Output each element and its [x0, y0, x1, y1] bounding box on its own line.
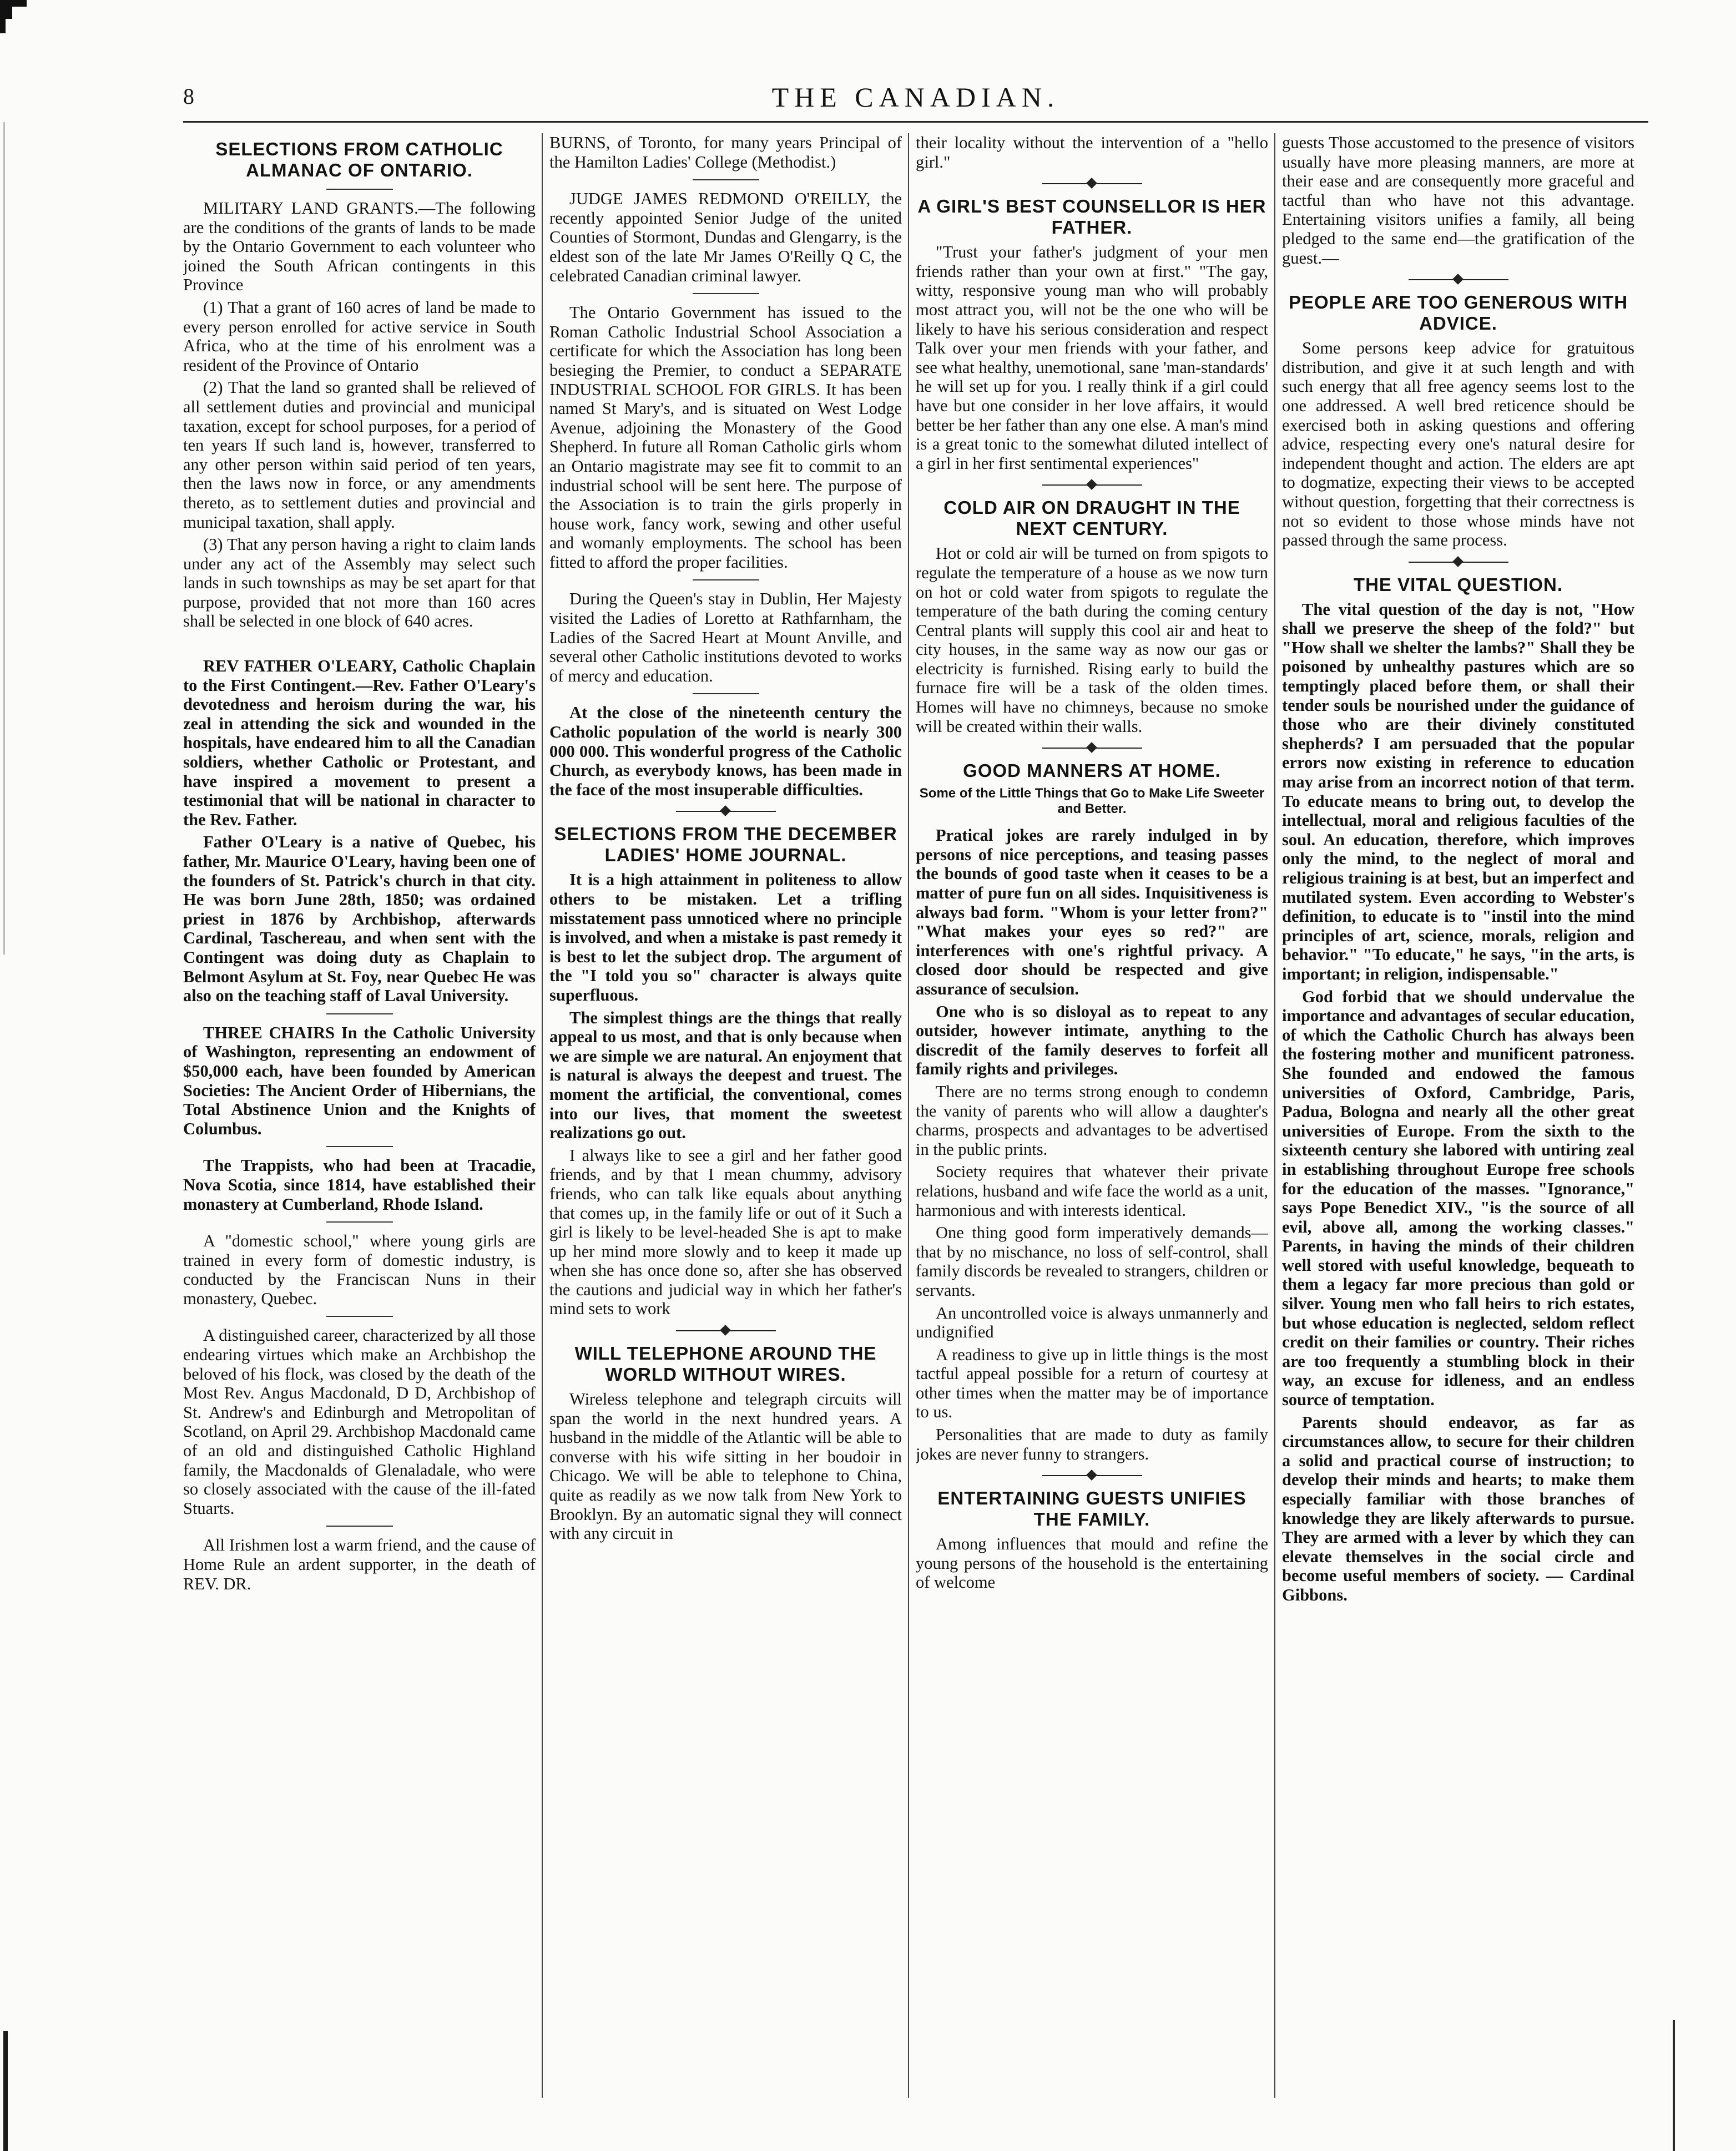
article-heading: THE VITAL QUESTION.	[1353, 574, 1563, 595]
ornament-divider	[1042, 481, 1142, 489]
article-paragraph: (2) That the land so granted shall be relieved of all settlement duties and provincial and municipal taxation, except for school purposes, for a period of ten years If such land is, however, transferred to any other person within said period of ten years, then the laws now in force, or any amendments thereto, as to settlement duties and provincial and municipal taxation, shall apply.	[183, 378, 536, 532]
header-rule	[183, 121, 1648, 123]
ornament-divider	[1409, 275, 1508, 284]
article-paragraph: (1) That a grant of 160 acres of land be made to every person enrolled for active service in South Africa, who at the time of his enrolment was a resident of the Province of Ontario	[183, 297, 536, 375]
article-paragraph: One who is so disloyal as to repeat to any outsider, however intimate, anything to the discredit of the family deserves to forfeit all family rights and privileges.	[916, 1002, 1268, 1079]
article-paragraph: BURNS, of Toronto, for many years Principal of the Hamilton Ladies' College (Methodist.)	[549, 133, 902, 171]
ornament-divider	[1042, 744, 1142, 753]
right-edge-bar	[1673, 2020, 1675, 2151]
section-divider	[326, 1221, 393, 1223]
article-heading: WILL TELEPHONE AROUND THE WORLD WITHOUT WIRES.	[574, 1343, 877, 1385]
corner-ink-mark	[0, 0, 33, 33]
article-heading: GOOD MANNERS AT HOME.	[963, 760, 1221, 781]
article-paragraph: REV FATHER O'LEARY, Catholic Chaplain to the First Contingent.—Rev. Father O'Leary's devotedness and heroism during the war, his zeal in attending the sick and wounded in the hospitals, have endeared him to all the Canadian soldiers, whether Catholic or Protestant, and have inspired a movement to present a testimonial that will be national in character to the Rev. Father.	[183, 657, 536, 829]
section-divider	[326, 189, 393, 190]
article-paragraph: I always like to see a girl and her father good friends, and by that I mean chummy, advisory friends, who can talk like equals about anything that comes up, in the family life or out of it Such a girl is likely to be level-headed She is apt to make up her mind more slowly and to keep it made up when she has once done so, after she has observed the cautions and judicial way in which her father's mind sets to work	[549, 1145, 902, 1319]
ornament-divider	[1042, 1471, 1142, 1480]
ornament-divider	[676, 807, 776, 816]
spacer	[183, 634, 536, 657]
section-divider	[693, 179, 759, 180]
ornament-divider	[1409, 558, 1508, 567]
article-paragraph: All Irishmen lost a warm friend, and the cause of Home Rule an ardent supporter, in the death of REV. DR.	[183, 1536, 536, 1593]
article-paragraph: The Ontario Government has issued to the Roman Catholic Industrial School Association a certificate for which the Association has long been besieging the Premier, to conduct a SEPARATE INDUSTRIAL SCHOOL FOR GIRLS. It has been named St Mary's, and is situated on West Lodge Avenue, adjoining the Monastery of the Good Shepherd. In future all Roman Catholic girls whom an Ontario magistrate may see fit to commit to an industrial school will be sent here. The purpose of the Association is to train the girls properly in house work, fancy work, sewing and other useful and womanly employments. The school has been fitted to afford the proper facilities.	[549, 303, 902, 572]
article-heading: ENTERTAINING GUESTS UNIFIES THE FAMILY.	[937, 1488, 1247, 1530]
article-paragraph: An uncontrolled voice is always unmannerly and undignified	[916, 1303, 1268, 1342]
article-paragraph: guests Those accustomed to the presence of visitors usually have more pleasing manners, are more at their ease and are consequently more graceful and tactful than who have not this advantage. Entertaining visitors unifies a family, all being pledged to the same end—the gratification of the guest.—	[1282, 133, 1634, 267]
article-paragraph: JUDGE JAMES REDMOND O'REILLY, the recently appointed Senior Judge of the united Counties of Stormont, Dundas and Glengarry, is the eldest son of the late Mr James O'Reilly Q C, the celebrated Canadian criminal lawyer.	[549, 189, 902, 285]
article-paragraph: "Trust your father's judgment of your men friends rather than your own at first." "The gay, witty, responsive young man who will probably most attract you, will not be the one who will be likely to have his serious consideration and respect Talk over your men friends with your father, and see what healthy, unemotional, sane 'man-standards' he will set up for you. I really think if a girl could have but one consider in her love affairs, it would better be her father than any one else. A man's mind is a great tonic to the somewhat diluted intellect of a girl in her first sentimental experiences"	[916, 243, 1268, 473]
left-edge-bar-top	[3, 122, 5, 955]
article-heading: A GIRL'S BEST COUNSELLOR IS HER FATHER.	[917, 196, 1266, 238]
article-paragraph: A readiness to give up in little things is the most tactful appeal possible for a return of courtesy at other times when the matter may be of importance to us.	[916, 1345, 1268, 1422]
article-paragraph: THREE CHAIRS In the Catholic University of Washington, representing an endowment of $50,000 each, have been founded by American Societies: The Ancient Order of Hibernians, the Total Abstinence Union and the Knights of Columbus.	[183, 1023, 536, 1138]
column-1	[183, 133, 536, 1597]
article-paragraph: Some persons keep advice for gratuitous distribution, and give it at such length and with such energy that all free agency seems lost to the one addressed. A well bred reticence should be exercised both in asking questions and offering advice, respecting every one's natural desire for independent thought and action. The elders are apt to dogmatize, expecting their views to be accepted without question, forgetting that their correctness is not so evident to those whose minds have not passed through the same process.	[1282, 339, 1634, 550]
section-divider	[326, 1146, 393, 1147]
section-divider	[693, 579, 759, 580]
article-subheading: Some of the Little Things that Go to Make Life Sweeter and Better.	[919, 786, 1265, 817]
article-paragraph: There are no terms strong enough to condemn the vanity of parents who will allow a daughter's charms, prospects and advantages to be advertised in the public prints.	[916, 1082, 1268, 1159]
article-paragraph: One thing good form imperatively demands—that by no mischance, no loss of self-control, shall family discords be revealed to strangers, children or servants.	[916, 1223, 1268, 1300]
article-heading: PEOPLE ARE TOO GENEROUS WITH ADVICE.	[1288, 292, 1628, 334]
column-4	[1282, 133, 1634, 1608]
article-paragraph: Parents should endeavor, as far as circumstances allow, to secure for their children a solid and practical course of instruction; to develop their minds and hearts; to make them especially familiar with those branches of knowledge they are likely afterwards to pursue. They are armed with a lever by which they can elevate themselves in the social circle and become useful members of society. — Cardinal Gibbons.	[1282, 1412, 1634, 1604]
article-paragraph: Among influences that mould and refine the young persons of the household is the entertaining of welcome	[916, 1534, 1268, 1592]
ornament-divider	[676, 1326, 776, 1335]
article-paragraph: Father O'Leary is a native of Quebec, his father, Mr. Maurice O'Leary, having been one of the founders of St. Patrick's church in that city. He was born June 28th, 1850; was ordained priest in 1876 by Archbishop, afterwards Cardinal, Taschereau, and when sent with the Contingent was doing duty as Chaplain to Belmont Asylum at St. Foy, near Quebec He was also on the teaching staff of Laval University.	[183, 832, 536, 1006]
page-number: 8	[183, 84, 194, 109]
article-paragraph: At the close of the nineteenth century the Catholic population of the world is nearly 300 000 000. This wonderful progress of the Catholic Church, as everybody knows, has been made in the face of the most insuperable difficulties.	[549, 703, 902, 799]
article-paragraph: The simplest things are the things that really appeal to us most, and that is only because when we are simple we are natural. An enjoyment that is natural is always the deepest and truest. The moment the artificial, the conventional, comes into our lives, that moment the sweetest realizations go out.	[549, 1008, 902, 1143]
masthead-title: THE CANADIAN.	[771, 82, 1060, 113]
left-edge-bar-bottom	[3, 2031, 8, 2151]
column-3	[916, 133, 1268, 1595]
article-paragraph: Pratical jokes are rarely indulged in by persons of nice perceptions, and teasing passes the bounds of good taste when it ceases to be a matter of pure fun on all sides. Inquisitiveness is always bad form. "Whom is your letter from?" "What makes your eyes so red?" are interferences with one's rightful privacy. A closed door should be respected and give assurance of seculsion.	[916, 826, 1268, 998]
article-paragraph: The vital question of the day is not, "How shall we preserve the sheep of the fold?" but "How shall we shelter the lambs?" Shall they be poisoned by unhealthy pastures which are so temptingly placed before them, or shall their tender souls be nourished under the guidance of those who are their divinely constituted shepherds? I am persuaded that the popular errors now existing in reference to education may arise from an incorrect notion of that term. To educate means to bring out, to develop the intellectual, moral and religious faculties of the soul. An education, therefore, which improves only the mind, to the neglect of moral and religious training is at best, but an imperfect and mutilated system. Even according to Webster's definition, to educate is to "instil into the mind principles of art, science, morals, religion and behavior." "To educate," he says, "in the arts, is important; in religion, indispensable."	[1282, 599, 1634, 983]
column-divider-1	[542, 133, 543, 2098]
article-paragraph: A distinguished career, characterized by all those endearing virtues which make an Archbishop the beloved of his flock, was closed by the death of the Most Rev. Angus Macdonald, D D, Archbishop of St. Andrew's and Edinburgh and Metropolitan of Scotland, on April 29. Archbishop Macdonald came of an old and distinguished Catholic Highland family, the Macdonalds of Glenaladale, who were so closely associated with the cause of the ill-fated Stuarts.	[183, 1326, 536, 1518]
column-2	[549, 133, 902, 1547]
section-divider	[326, 1526, 393, 1527]
section-divider	[693, 293, 759, 294]
article-paragraph: God forbid that we should undervalue the importance and advantages of secular education, of which the Catholic Church has always been the fostering mother and munificent patroness. She founded and endowed the famous universities of Oxford, Cambridge, Paris, Padua, Bologna and nearly all the other great universities of Europe. From the sixth to the sixteenth century she labored with untiring zeal in establishing throughout Europe free schools for the education of the masses. "Ignorance," says Pope Benedict XIV., "is the source of all evil, above all, among the working classes." Parents, in having the minds of their children well stored with useful knowledge, bequeath to them a legacy far more precious than gold or silver. Young men who fall heirs to rich estates, but whose education is neglected, seldom reflect credit on their families or country. Their riches are too frequently a stumbling block in their way, an excuse for idleness, and an endless source of temptation.	[1282, 987, 1634, 1410]
article-paragraph: (3) That any person having a right to claim lands under any act of the Assembly may select such lands in such townships as may be set apart for that purpose, provided that not more than 160 acres shall be selected in one block of 640 acres.	[183, 535, 536, 631]
article-paragraph: Society requires that whatever their private relations, husband and wife face the world as a unit, harmonious and with interests identical.	[916, 1162, 1268, 1220]
article-paragraph: The Trappists, who had been at Tracadie, Nova Scotia, since 1814, have established their monastery at Cumberland, Rhode Island.	[183, 1156, 536, 1214]
article-paragraph: A "domestic school," where young girls are trained in every form of domestic industry, is conducted by the Franciscan Nuns in their monastery, Quebec.	[183, 1231, 536, 1308]
article-paragraph: It is a high attainment in politeness to allow others to be mistaken. Let a trifling misstatement pass unnoticed where no principle is involved, and when a mistake is past remedy it is best to let the subject drop. The argument of the "I told you so" character is always quite superfluous.	[549, 870, 902, 1004]
column-divider-2	[908, 133, 909, 2098]
article-paragraph: Personalities that are made to duty as family jokes are never funny to strangers.	[916, 1425, 1268, 1463]
ornament-divider	[1042, 179, 1142, 188]
column-divider-3	[1274, 133, 1275, 2098]
article-heading: COLD AIR ON DRAUGHT IN THE NEXT CENTURY.	[943, 497, 1240, 539]
article-heading: SELECTIONS FROM CATHOLIC ALMANAC OF ONTARIO.	[215, 139, 503, 180]
article-paragraph: Wireless telephone and telegraph circuits will span the world in the next hundred years. A husband in the middle of the Atlantic will be able to converse with his wife sitting in her boudoir in Chicago. We will be able to telephone to China, quite as readily as we now talk from New York to Brooklyn. By an automatic signal they will connect with any circuit in	[549, 1390, 902, 1543]
article-heading: SELECTIONS FROM THE DECEMBER LADIES' HOME JOURNAL.	[554, 824, 897, 866]
article-paragraph: their locality without the intervention of a "hello girl."	[916, 133, 1268, 171]
section-divider	[693, 693, 759, 694]
section-divider	[326, 1013, 393, 1014]
article-paragraph: Hot or cold air will be turned on from spigots to regulate the temperature of a house as we now turn on hot or cold water from spigots to regulate the temperature of the bath during the coming century Central plants will supply this cool air and heat to city houses, in the same way as now our gas or electricity is furnished. Rising early to build the furnace fire will be a task of the olden times. Homes will have no chimneys, because no smoke will be created within their walls.	[916, 544, 1268, 736]
section-divider	[326, 1316, 393, 1317]
page-header	[183, 83, 1648, 117]
article-paragraph: MILITARY LAND GRANTS.—The following are the conditions of the grants of lands to be made by the Ontario Government to each volunteer who joined the South African contingents in this Province	[183, 199, 536, 295]
article-paragraph: During the Queen's stay in Dublin, Her Majesty visited the Ladies of Loretto at Rathfarnham, the Ladies of the Sacred Heart at Mount Anville, and several other Catholic institutions devoted to works of mercy and education.	[549, 589, 902, 685]
